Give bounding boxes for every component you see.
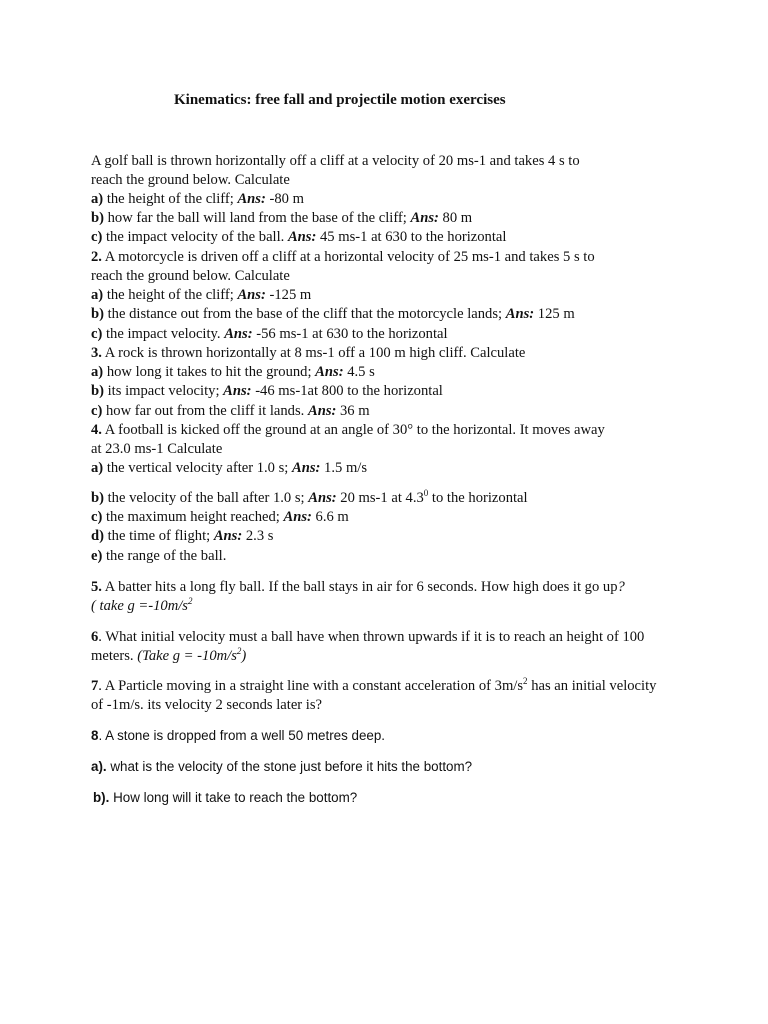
q5-number: 5. xyxy=(91,579,102,595)
q3-c-ans-label: Ans: xyxy=(307,403,337,419)
q1-part-b xyxy=(91,209,472,228)
q3-intro-line xyxy=(91,344,525,363)
q2-c-answer: -56 ms-1 at 630 to the horizontal xyxy=(252,326,448,342)
q4-part-c xyxy=(91,508,349,527)
q7-exponent: 2 xyxy=(523,676,528,687)
q8-b-label: b). xyxy=(93,790,110,805)
q3-b-answer: -46 ms-1at 800 to the horizontal xyxy=(251,383,443,399)
q3-b-text: its impact velocity; xyxy=(103,383,224,399)
q3-c-label: c) xyxy=(91,403,103,419)
q3-a-label: a) xyxy=(91,364,104,380)
q1-c-answer: 45 ms-1 at 630 to the horizontal xyxy=(316,229,507,245)
q4-intro-line-2 xyxy=(91,440,222,459)
q3-part-a xyxy=(91,363,375,382)
q6-text-2: meters. xyxy=(91,648,138,664)
q3-part-c xyxy=(91,402,370,421)
q6-note-exponent: 2 xyxy=(236,646,242,657)
q8-a-label: a). xyxy=(91,759,107,774)
q1-c-ans-label: Ans: xyxy=(287,229,317,245)
q4-a-text: the vertical velocity after 1.0 s; xyxy=(103,460,293,476)
q4-a-answer: 1.5 m/s xyxy=(320,460,368,476)
q4-number: 4. xyxy=(91,422,102,438)
q6-line-1 xyxy=(91,628,644,647)
q1-a-text: the height of the cliff; xyxy=(103,191,238,207)
q7-text-1a: . A Particle moving in a straight line with a constant acceleration of 3m/s xyxy=(98,678,524,694)
q6-text-1: . What initial velocity must a ball have when thrown upwards if it is to reach an height of 100 xyxy=(98,629,645,645)
q4-d-label: d) xyxy=(91,528,104,544)
q8-part-a xyxy=(91,757,472,776)
q8-a-text: what is the velocity of the stone just before it hits the bottom? xyxy=(106,759,473,774)
q2-c-label: c) xyxy=(91,326,103,342)
q8-b-text: How long will it take to reach the bottom? xyxy=(109,790,358,805)
q4-b-answer-degree: 0 xyxy=(423,488,429,499)
q3-b-label: b) xyxy=(91,383,104,399)
q5-question-mark: ? xyxy=(617,579,625,595)
q1-intro-line-2 xyxy=(91,171,290,190)
q6-note-close: ) xyxy=(241,648,247,664)
q4-part-d xyxy=(91,527,273,546)
q4-part-e xyxy=(91,547,226,566)
q1-a-label: a) xyxy=(91,191,104,207)
q1-a-answer: -80 m xyxy=(265,191,304,207)
q2-b-label: b) xyxy=(91,306,104,322)
q2-number: 2. xyxy=(91,249,102,265)
q4-b-label: b) xyxy=(91,490,104,506)
q2-a-text: the height of the cliff; xyxy=(103,287,238,303)
q2-a-answer: -125 m xyxy=(265,287,312,303)
q4-c-label: c) xyxy=(91,509,103,525)
q2-part-a xyxy=(91,286,311,305)
q4-b-text: the velocity of the ball after 1.0 s; xyxy=(103,490,309,506)
q1-b-ans-label: Ans: xyxy=(410,210,439,226)
q8-number: 8 xyxy=(91,728,99,743)
q3-b-ans-label: Ans: xyxy=(223,383,252,399)
q3-number: 3. xyxy=(91,345,102,361)
q1-intro-2: reach the ground below. Calculate xyxy=(91,172,290,188)
q7-line-2 xyxy=(91,696,322,715)
q4-c-text: the maximum height reached; xyxy=(102,509,284,525)
q4-b-answer-tail: to the horizontal xyxy=(428,490,528,506)
q2-c-ans-label: Ans: xyxy=(224,326,253,342)
q8-text: . A stone is dropped from a well 50 metres deep. xyxy=(98,728,386,743)
q4-intro-line-1 xyxy=(91,421,605,440)
q7-text-2: of -1m/s. its velocity 2 seconds later is? xyxy=(91,697,323,713)
q4-part-b xyxy=(91,489,528,508)
q5-note: ( take g =-10m/s xyxy=(91,598,188,614)
q4-c-ans-label: Ans: xyxy=(283,509,312,525)
q2-a-ans-label: Ans: xyxy=(237,287,266,303)
q3-a-answer: 4.5 s xyxy=(343,364,375,380)
q1-c-text: the impact velocity of the ball. xyxy=(102,229,288,245)
q2-part-b xyxy=(91,305,575,324)
q5-note-exponent: 2 xyxy=(187,596,193,607)
q5-line-1 xyxy=(91,578,625,597)
q4-d-answer: 2.3 s xyxy=(242,528,274,544)
q1-part-a xyxy=(91,190,304,209)
q2-intro-1: A motorcycle is driven off a cliff at a horizontal velocity of 25 ms-1 and takes 5 s to xyxy=(101,249,595,265)
q2-intro-line-2 xyxy=(91,267,290,286)
q2-c-text: the impact velocity. xyxy=(102,326,225,342)
q2-intro-line-1 xyxy=(91,248,595,267)
q1-intro-line-1 xyxy=(91,152,580,171)
q4-e-text: the range of the ball. xyxy=(102,548,227,564)
q1-intro-1: A golf ball is thrown horizontally off a cliff at a velocity of 20 ms-1 and takes 4 s to xyxy=(91,153,580,169)
q4-b-answer: 20 ms-1 at 4.3 xyxy=(336,490,424,506)
q1-a-ans-label: Ans: xyxy=(237,191,266,207)
q3-a-ans-label: Ans: xyxy=(315,364,344,380)
q4-a-ans-label: Ans: xyxy=(292,460,321,476)
q4-d-ans-label: Ans: xyxy=(213,528,243,544)
q1-c-label: c) xyxy=(91,229,103,245)
q6-line-2 xyxy=(91,647,246,666)
q7-text-1b: has an initial velocity xyxy=(527,678,657,694)
q7-number: 7 xyxy=(91,678,99,694)
q1-b-answer: 80 m xyxy=(438,210,473,226)
q2-a-label: a) xyxy=(91,287,104,303)
q5-text: A batter hits a long fly ball. If the ball stays in air for 6 seconds. How high does it go up xyxy=(101,579,618,595)
q4-e-label: e) xyxy=(91,548,103,564)
document-title: Kinematics: free fall and projectile motion exercises xyxy=(174,92,506,108)
q3-a-text: how long it takes to hit the ground; xyxy=(103,364,316,380)
q3-intro: A rock is thrown horizontally at 8 ms-1 off a 100 m high cliff. Calculate xyxy=(101,345,526,361)
q8-part-b xyxy=(93,788,357,807)
q3-part-b xyxy=(91,382,443,401)
q2-b-text: the distance out from the base of the cliff that the motorcycle lands; xyxy=(103,306,506,322)
q1-b-label: b) xyxy=(91,210,104,226)
q2-b-ans-label: Ans: xyxy=(505,306,535,322)
q4-b-ans-label: Ans: xyxy=(308,490,337,506)
q4-part-a xyxy=(91,459,367,478)
q2-part-c xyxy=(91,325,448,344)
q1-part-c xyxy=(91,228,506,247)
q3-c-text: how far out from the cliff it lands. xyxy=(102,403,308,419)
q3-c-answer: 36 m xyxy=(336,403,370,419)
q4-intro-1: A football is kicked off the ground at an angle of 30° to the horizontal. It moves away xyxy=(101,422,605,438)
q2-intro-2: reach the ground below. Calculate xyxy=(91,268,290,284)
q4-d-text: the time of flight; xyxy=(103,528,214,544)
q4-a-label: a) xyxy=(91,460,104,476)
q2-b-answer: 125 m xyxy=(534,306,575,322)
q1-b-text: how far the ball will land from the base of the cliff; xyxy=(103,210,411,226)
q5-line-2 xyxy=(91,597,192,616)
q7-line-1 xyxy=(91,677,656,696)
q4-c-answer: 6.6 m xyxy=(311,509,349,525)
q4-intro-2: at 23.0 ms-1 Calculate xyxy=(91,441,223,457)
q6-note: (Take g = -10m/s xyxy=(137,648,237,664)
q8-line xyxy=(91,726,385,745)
q6-number: 6 xyxy=(91,629,99,645)
